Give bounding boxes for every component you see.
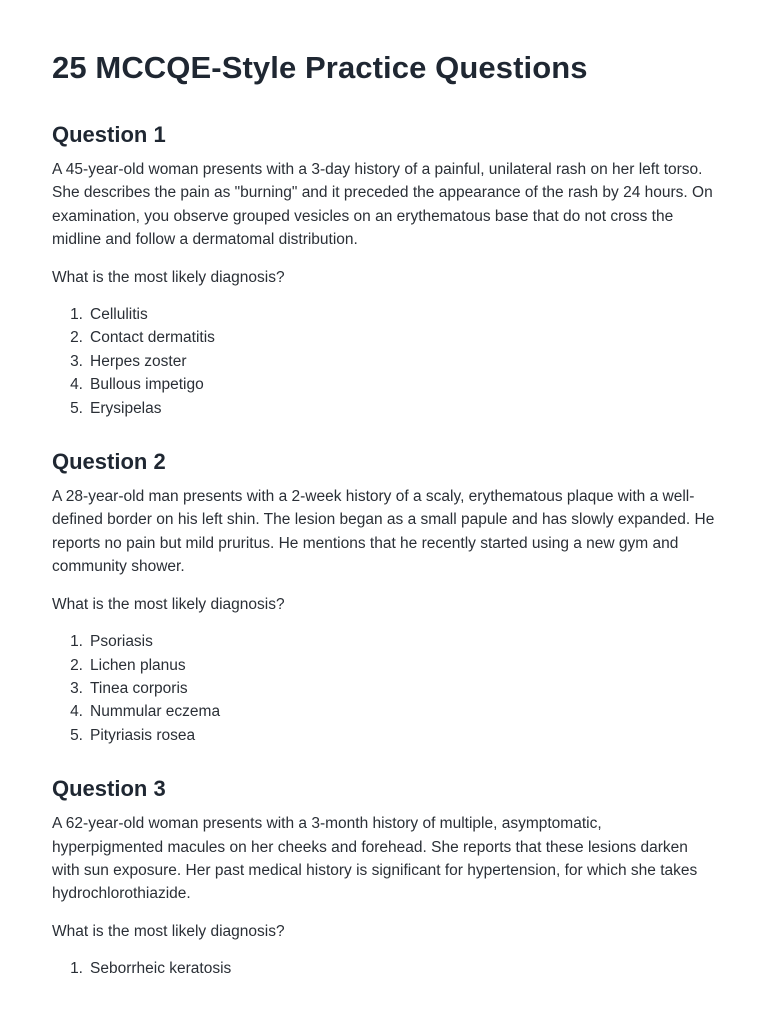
question-2 — [52, 447, 716, 747]
question-stem: A 62-year-old woman presents with a 3-month history of multiple, asymptomatic, hyperpigmented macules on her cheeks and forehead. She reports that these lesions darken with sun exposure. Her past medical history is significant for hypertension, for which she takes hydrochlorothiazide. — [52, 815, 698, 903]
answer-option — [52, 630, 716, 653]
option-text: Psoriasis — [90, 633, 153, 651]
answer-options — [52, 303, 716, 420]
answer-option — [52, 303, 716, 326]
option-number: 4. — [70, 376, 83, 394]
option-number: 4. — [70, 703, 83, 721]
question-1 — [52, 120, 716, 420]
option-number: 2. — [70, 656, 83, 674]
option-number: 3. — [70, 352, 83, 370]
question-prompt: What is the most likely diagnosis? — [52, 595, 285, 613]
option-text: Seborrheic keratosis — [90, 960, 232, 978]
answer-option — [52, 350, 716, 373]
option-text: Herpes zoster — [90, 352, 187, 370]
option-text: Bullous impetigo — [90, 376, 204, 394]
option-text: Tinea corporis — [90, 679, 188, 697]
answer-option — [52, 700, 716, 723]
answer-options — [52, 957, 716, 980]
question-heading: Question 1 — [52, 122, 166, 147]
option-number: 1. — [70, 306, 83, 324]
page-title: 25 MCCQE-Style Practice Questions — [52, 50, 588, 85]
option-text: Nummular eczema — [90, 703, 221, 721]
answer-option — [52, 326, 716, 349]
option-number: 5. — [70, 726, 83, 744]
option-number: 3. — [70, 679, 83, 697]
option-number: 2. — [70, 329, 83, 347]
question-prompt: What is the most likely diagnosis? — [52, 268, 285, 286]
question-heading: Question 3 — [52, 776, 166, 802]
answer-option — [52, 397, 716, 420]
option-text: Contact dermatitis — [90, 329, 215, 347]
question-stem: A 28-year-old man presents with a 2-week history of a scaly, erythematous plaque with a well-defined border on his left shin. The lesion began as a small papule and has slowly expanded. He reports no pain but mild pruritus. He mentions that he recently started using a new gym and community shower. — [52, 488, 715, 576]
option-number: 1. — [70, 633, 83, 651]
answer-option — [52, 677, 716, 700]
answer-option — [52, 373, 716, 396]
question-heading: Question 2 — [52, 449, 166, 475]
question-stem: A 45-year-old woman presents with a 3-day history of a painful, unilateral rash on her left torso. She describes the pain as "burning" and it preceded the appearance of the rash by 24 hours. On examination, you observe grouped vesicles on an erythematous base that do not cross the midline and follow a dermatomal distribution. — [52, 161, 713, 249]
answer-option — [52, 724, 716, 747]
question-prompt: What is the most likely diagnosis? — [52, 922, 285, 940]
option-text: Lichen planus — [90, 656, 186, 674]
answer-option — [52, 957, 716, 980]
answer-option — [52, 654, 716, 677]
answer-options — [52, 630, 716, 747]
option-text: Pityriasis rosea — [90, 726, 196, 744]
question-3 — [52, 774, 716, 980]
option-number: 1. — [70, 960, 83, 978]
option-number: 5. — [70, 399, 83, 417]
option-text: Cellulitis — [90, 306, 148, 324]
option-text: Erysipelas — [90, 399, 162, 417]
